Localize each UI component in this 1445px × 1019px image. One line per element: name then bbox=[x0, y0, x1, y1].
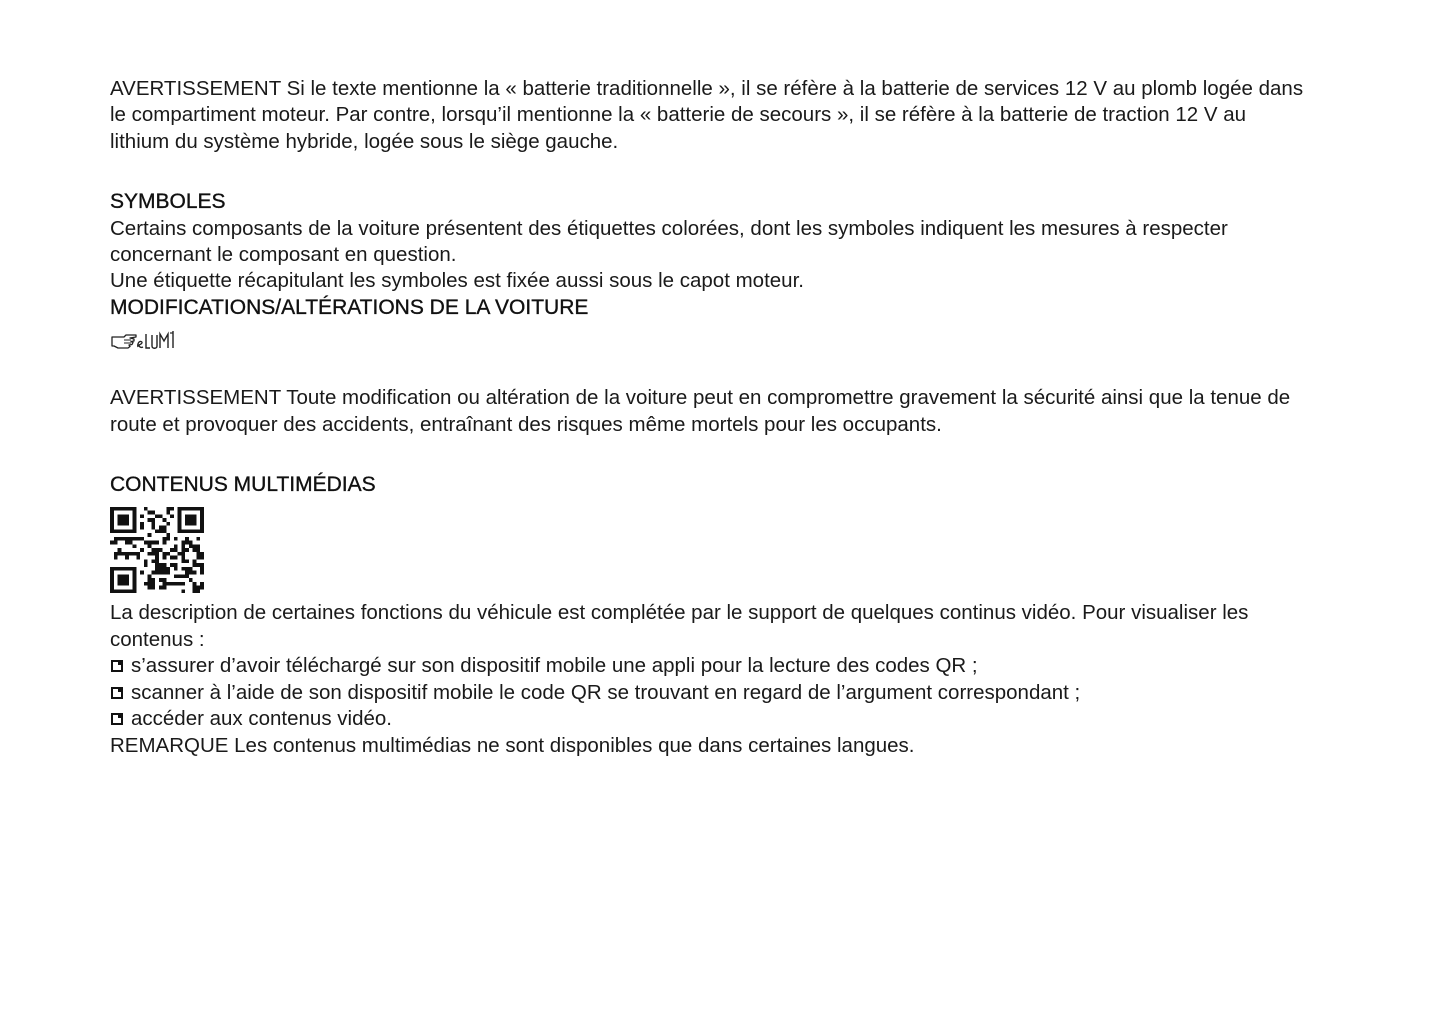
battery-warning: AVERTISSEMENT Si le texte mentionne la « batterie traditionnelle », il se réfère à la batterie de services 12 V au plomb logée dans le compartiment moteur. Par contre, lorsqu’il mentionne la « batterie de secours », il se réfère à la batterie de traction 12 V au lithium du système hybride, logée sous le siège gauche. bbox=[110, 77, 1304, 153]
list-item: accéder aux contenus vidéo. bbox=[110, 706, 1310, 732]
list-item: scanner à l’aide de son dispositif mobile le code QR se trouvant en regard de l’argument correspondant ; bbox=[110, 680, 1310, 706]
multimedia-description: La description de certaines fonctions du véhicule est complétée par le support de quelques continus vidéo. Pour visualiser les contenus : bbox=[110, 601, 1249, 651]
checkbox-bullet-icon bbox=[111, 687, 123, 699]
multimedia-steps bbox=[110, 653, 1310, 732]
checkbox-bullet-icon bbox=[111, 660, 123, 672]
symboles-text-2: Une étiquette récapitulant les symboles est fixée aussi sous le capot moteur. bbox=[110, 269, 804, 293]
multimedia-heading: CONTENUS MULTIMÉDIAS bbox=[110, 473, 376, 497]
modification-warning: AVERTISSEMENT Toute modification ou altération de la voiture peut en compromettre gravement la sécurité ainsi que la tenue de route et provoquer des accidents, entraînant des risques même mortels pour les occupants. bbox=[110, 386, 1291, 436]
list-item: s’assurer d’avoir téléchargé sur son dispositif mobile une appli pour la lecture des codes QR ; bbox=[110, 653, 1310, 679]
document-page bbox=[110, 76, 1310, 759]
checkbox-bullet-icon bbox=[111, 713, 123, 725]
pointing-hand-elum-logo-icon bbox=[110, 327, 1310, 355]
modifications-heading: MODIFICATIONS/ALTÉRATIONS DE LA VOITURE bbox=[110, 295, 589, 319]
symboles-heading: SYMBOLES bbox=[110, 190, 226, 214]
qr-code-icon bbox=[110, 506, 206, 594]
multimedia-note: REMARQUE Les contenus multimédias ne sont disponibles que dans certaines langues. bbox=[110, 733, 915, 757]
symboles-text-1: Certains composants de la voiture présentent des étiquettes colorées, dont les symboles indiquent les mesures à respecter concernant le composant en question. bbox=[110, 216, 1228, 267]
